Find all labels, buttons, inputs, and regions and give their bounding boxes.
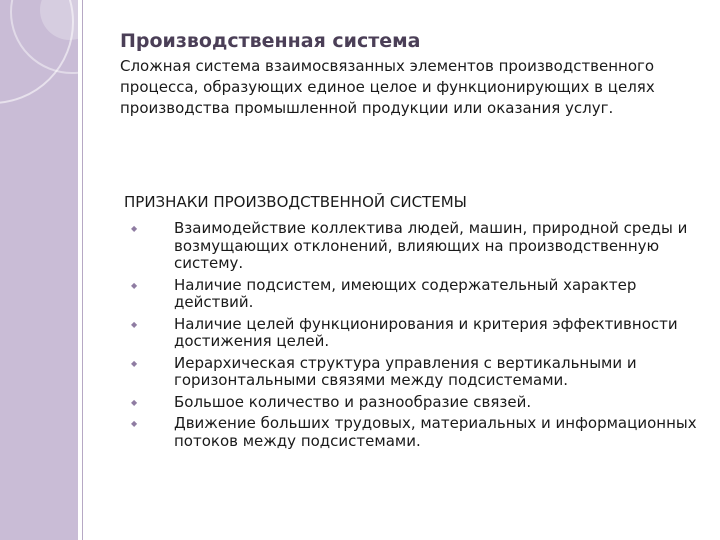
- list-item-text: Наличие целей функционирования и критерия эффективности достижения целей.: [174, 314, 678, 350]
- diamond-bullet-icon: ◆: [131, 319, 138, 329]
- section-heading: ПРИЗНАКИ ПРОИЗВОДСТВЕННОЙ СИСТЕМЫ: [124, 193, 467, 211]
- list-item: [128, 394, 700, 412]
- slide-title: Производственная система: [120, 30, 421, 52]
- list-item: [128, 277, 700, 312]
- diamond-bullet-icon: ◆: [131, 419, 138, 428]
- list-item: [128, 355, 700, 390]
- features-list: [128, 220, 700, 454]
- list-item: [128, 316, 700, 351]
- list-item-text: Движение больших трудовых, материальных и информационных потоков между подсистемами.: [174, 414, 697, 450]
- list-item-text: Большое количество и разнообразие связей.: [174, 392, 532, 411]
- definition-text: Сложная система взаимосвязанных элементов производственного процесса, образующих единое целое и функционирующих в целях производства промышленной продукции или оказания услуг.: [120, 57, 655, 117]
- list-item-text: Взаимодействие коллектива людей, машин, природной среды и возмущающих отклонений, влияющих на производственную систему.: [174, 219, 688, 272]
- list-item-text: Наличие подсистем, имеющих содержательный характер действий.: [174, 275, 637, 311]
- list-item: [128, 220, 700, 273]
- list-item: [128, 415, 700, 450]
- list-item-text: Иерархическая структура управления с вертикальными и горизонтальными связями между подсистемами.: [174, 353, 637, 389]
- diamond-bullet-icon: ◆: [131, 224, 138, 233]
- decorative-side-band: [0, 0, 78, 540]
- vertical-divider: [82, 0, 83, 540]
- diamond-bullet-icon: ◆: [131, 280, 138, 290]
- diamond-bullet-icon: ◆: [131, 358, 138, 368]
- diamond-bullet-icon: ◆: [131, 397, 138, 407]
